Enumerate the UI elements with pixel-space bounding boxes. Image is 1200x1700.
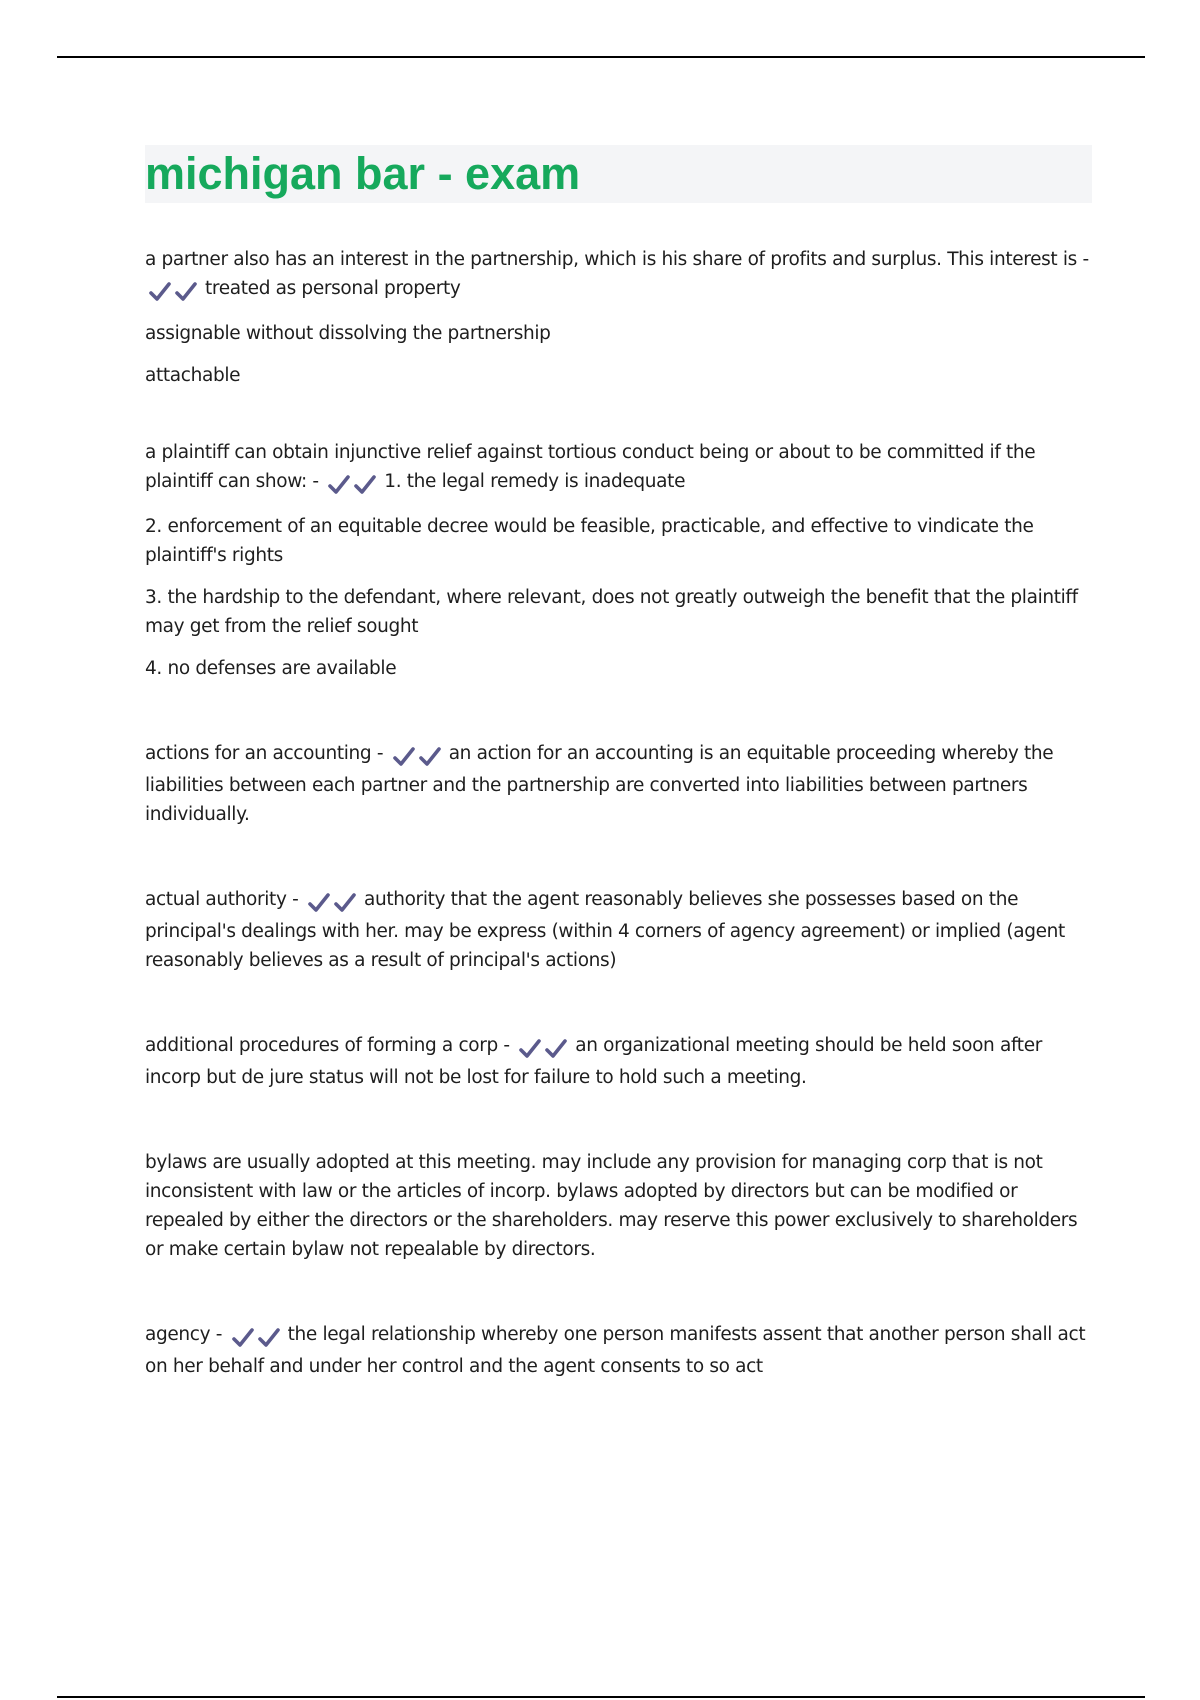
double-check-icon [519, 1034, 571, 1063]
flashcard-answer-line: attachable [145, 365, 241, 386]
double-check-icon [328, 470, 380, 499]
flashcard-answer: authority that the agent reasonably believes she possesses based on the principal's dealings with her. may be express (within 4 corners of agency agreement) or implied (agent reasonably believes as a result of principal's actions) [145, 889, 1065, 971]
flashcard-answer-line: 2. enforcement of an equitable decree would be feasible, practicable, and effective to vindicate the plaintiff's rights [145, 516, 1034, 566]
flashcard-term: a partner also has an interest in the partnership, which is his share of profits and surplus. This interest is [145, 249, 1077, 270]
flashcard-answer-line: 3. the hardship to the defendant, where relevant, does not greatly outweigh the benefit that the plaintiff may get from the relief sought [145, 587, 1078, 637]
page-title: michigan bar - exam [145, 148, 581, 199]
flashcard-answer-line: assignable without dissolving the partnership [145, 323, 551, 344]
flashcard-term: actions for an accounting [145, 743, 372, 764]
flashcard-answer: an action for an accounting is an equitable proceeding whereby the liabilities between each partner and the partnership are converted into liabilities between partners individually. [145, 743, 1054, 825]
flashcard-answer: an organizational meeting should be held soon after incorp but de jure status will not be lost for failure to hold such a meeting. [145, 1035, 1042, 1088]
flashcard-answer: 1. the legal remedy is inadequate [384, 471, 686, 492]
flashcard-term: a plaintiff can obtain injunctive relief against tortious conduct being or about to be committed if the plaintiff can show: [145, 442, 1036, 492]
flashcard-question: agency - the legal relationship whereby one person manifests assent that another person shall act on her behalf and under her control and the agent consents to so act [145, 1324, 1086, 1377]
bottom-rule [57, 1696, 1145, 1698]
flashcard-term: additional procedures of forming a corp [145, 1035, 498, 1056]
double-check-icon [149, 277, 201, 306]
flashcard-term: agency [145, 1324, 211, 1345]
double-check-icon [393, 742, 445, 771]
flashcard-term: actual authority [145, 889, 287, 910]
flashcard-answer-line: bylaws are usually adopted at this meeting. may include any provision for managing corp that is not inconsistent with law or the articles of incorp. bylaws adopted by directors but can be modified or repealed by either the directors or the shareholders. may reserve this power exclusively to shareholders or make certain bylaw not repealable by directors. [145, 1152, 1078, 1260]
double-check-icon [308, 888, 360, 917]
flashcard-answer: treated as personal property [205, 278, 461, 299]
flashcard-list [145, 245, 1095, 1394]
double-check-icon [232, 1323, 284, 1352]
flashcard-question: additional procedures of forming a corp - an organizational meeting should be held soon after incorp but de jure status will not be lost for failure to hold such a meeting. [145, 1035, 1042, 1088]
flashcard-question: actions for an accounting - an action for an accounting is an equitable proceeding whereby the liabilities between each partner and the partnership are converted into liabilities between partners individually. [145, 743, 1054, 825]
flashcard-question: a partner also has an interest in the partnership, which is his share of profits and surplus. This interest is - treated as personal property [145, 245, 1095, 306]
flashcard-question: a plaintiff can obtain injunctive relief against tortious conduct being or about to be committed if the plaintiff can show: - 1. the legal remedy is inadequate [145, 438, 1095, 499]
top-rule [57, 56, 1145, 58]
flashcard-answer-line: 4. no defenses are available [145, 658, 397, 679]
flashcard-answer: the legal relationship whereby one person manifests assent that another person shall act on her behalf and under her control and the agent consents to so act [145, 1324, 1086, 1377]
flashcard-question: actual authority - authority that the agent reasonably believes she possesses based on the principal's dealings with her. may be express (within 4 corners of agency agreement) or implied (agent reasonably believes as a result of principal's actions) [145, 889, 1065, 971]
